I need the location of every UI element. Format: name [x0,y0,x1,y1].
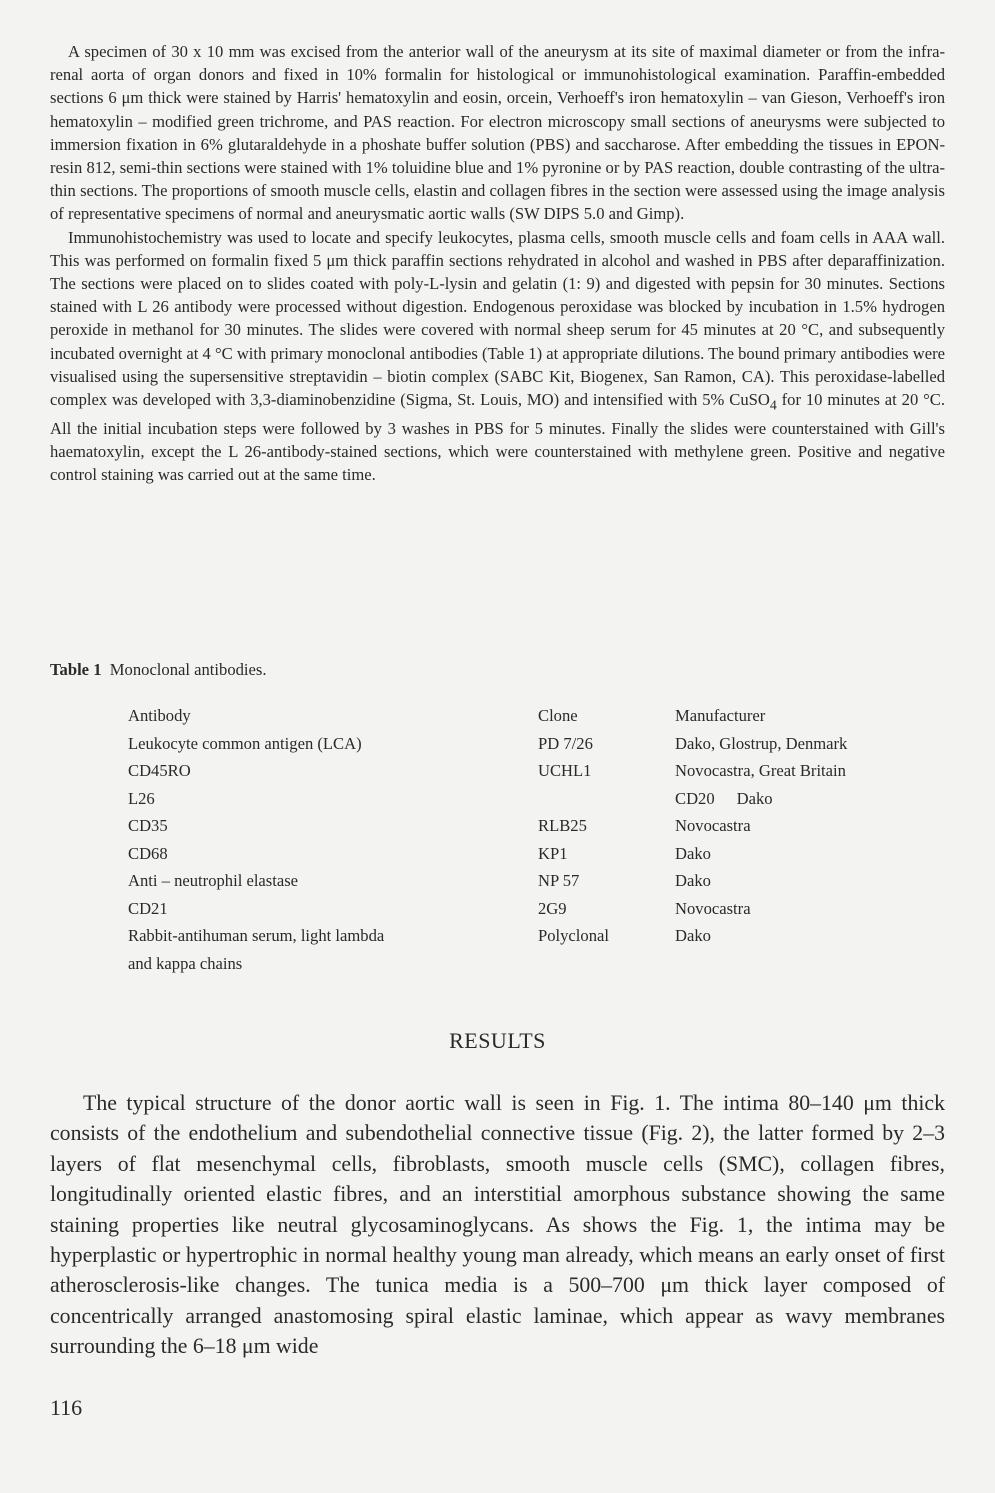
cell-clone [538,950,675,978]
cell-manufacturer: Novocastra [675,816,751,835]
cell-manufacturer-inline: Dako [736,788,773,808]
cell-manufacturer: Dako, Glostrup, Denmark [675,733,848,753]
methods-paragraph-2 [50,226,945,487]
cell-antibody: Anti – neutrophil elastase [128,871,299,890]
cell-clone: NP 57 [538,871,580,890]
table-row [128,840,915,868]
cell-antibody: Leukocyte common antigen (LCA) [128,733,362,753]
subscript-4: 4 [769,397,777,413]
methods-paragraph-2-text-b: for 10 minutes at 20 °C. All the initial incubation steps were followed by 3 washes in PBS for 5 minutes. Finally the slides were counterstained with Gill's haematoxylin, except the L 26-antibody-stained sections, which were counterstained with methylene green. Positive and negative control staining was carried out at the same time. [50,390,945,484]
table-row [128,895,915,923]
cell-clone: PD 7/26 [538,733,593,753]
cell-antibody: CD68 [128,843,168,863]
results-section [50,1088,945,1362]
table-row [128,950,915,978]
table-row [128,785,915,813]
page-number: 116 [50,1395,83,1420]
cell-manufacturer: Dako [675,871,711,890]
cell-clone: 2G9 [538,898,567,918]
cell-manufacturer [675,950,915,978]
results-heading: RESULTS [449,1028,546,1053]
results-paragraph: The typical structure of the donor aortic wall is seen in Fig. 1. The intima 80–140 μm thick consists of the endothelium and subendothelial connective tissue (Fig. 2), the latter formed by 2–3 layers of flat mesenchymal cells, fibroblasts, smooth muscle cells (SMC), collagen fibres, longitudinally oriented elastic fibres, and an interstitial amorphous substance showing the same staining properties like neutral glycosaminoglycans. As shows the Fig. 1, the intima may be hyperplastic or hypertrophic in normal healthy young man already, which means an early onset of first atherosclerosis-like changes. The tunica media is a 500–700 μm thick layer composed of concentrically arranged anastomosing spiral elastic laminae, which appear as wavy membranes surrounding the 6–18 μm wide [50,1091,945,1359]
cell-clone-inline: CD20 [675,788,715,808]
table-caption-label: Table 1 [50,660,102,679]
cell-antibody: L26 [128,788,155,808]
table-header-row [128,702,915,730]
cell-manufacturer: Novocastra [675,898,751,918]
cell-clone: UCHL1 [538,761,592,780]
cell-manufacturer: Dako [675,926,711,945]
methods-paragraph-2-text-a: Immunohistochemistry was used to locate and specify leukocytes, plasma cells, smooth muscle cells and foam cells in AAA wall. This was performed on formalin fixed 5 μm thick paraffin sections rehydrated in alcohol and washed in PBS after deparaffinization. The sections were placed on to slides coated with poly-L-lysin and gelatin (1: 9) and digested with pepsin for 30 minutes. Sections stained with L 26 antibody were processed without digestion. Endogenous peroxidase was blocked by incubation in 1.5% hydrogen peroxide in methanol for 30 minutes. The slides were covered with normal sheep serum for 45 minutes at 20 °C, and subsequently incubated overnight at 4 °C with primary monoclonal antibodies (Table 1) at appropriate dilutions. The bound primary antibodies were visualised using the supersensitive streptavidin – biotin complex (SABC Kit, Biogenex, San Ramon, CA). This peroxidase-labelled complex was developed with 3,3-diaminobenzidine (Sigma, St. Louis, MO) and intensified with 5% CuSO [50,227,946,410]
cell-antibody: CD45RO [128,761,191,780]
table-caption [50,660,267,680]
methods-section [50,40,945,486]
methods-paragraph-1: A specimen of 30 x 10 mm was excised from the anterior wall of the aneurysm at its site of maximal diameter or from the infra-renal aorta of organ donors and fixed in 10% formalin for histological or immunohistological examination. Paraffin-embedded sections 6 μm thick were stained by Harris' hematoxylin and eosin, orcein, Verhoeff's iron hematoxylin – van Gieson, Verhoeff's iron hematoxylin – modified green trichrome, and PAS reaction. For electron microscopy small sections of aneurysms were subjected to immersion fixation in 6% glutaraldehyde in a phoshate buffer solution (PBS) and saccharose. After embedding the tissues in EPON-resin 812, semi-thin sections were stained with 1% toluidine blue and 1% pyronine or by PAS reaction, double contrasting of the ultra-thin sections. The proportions of smooth muscle cells, elastin and collagen fibres in the section were assessed using the image analysis of representative specimens of normal and aneurysmatic aortic walls (SW DIPS 5.0 and Gimp). [50,42,945,224]
cell-manufacturer [675,785,915,813]
header-clone: Clone [538,706,578,725]
table-row [128,867,915,895]
cell-manufacturer: Novocastra, Great Britain [675,761,846,780]
table-caption-text: Monoclonal antibodies. [109,660,267,679]
table-row [128,730,915,758]
cell-antibody: CD21 [128,898,168,918]
table-row [128,922,915,950]
cell-antibody: and kappa chains [128,953,243,973]
header-antibody: Antibody [128,706,191,725]
cell-clone: Polyclonal [538,926,609,945]
cell-antibody: Rabbit-antihuman serum, light lambda [128,926,385,945]
cell-clone: KP1 [538,843,568,863]
cell-manufacturer: Dako [675,843,711,863]
header-manufacturer: Manufacturer [675,706,766,725]
antibody-table [128,702,915,977]
table-row [128,812,915,840]
cell-clone: RLB25 [538,816,587,835]
cell-clone [538,785,675,813]
cell-antibody: CD35 [128,816,168,835]
table-row [128,757,915,785]
